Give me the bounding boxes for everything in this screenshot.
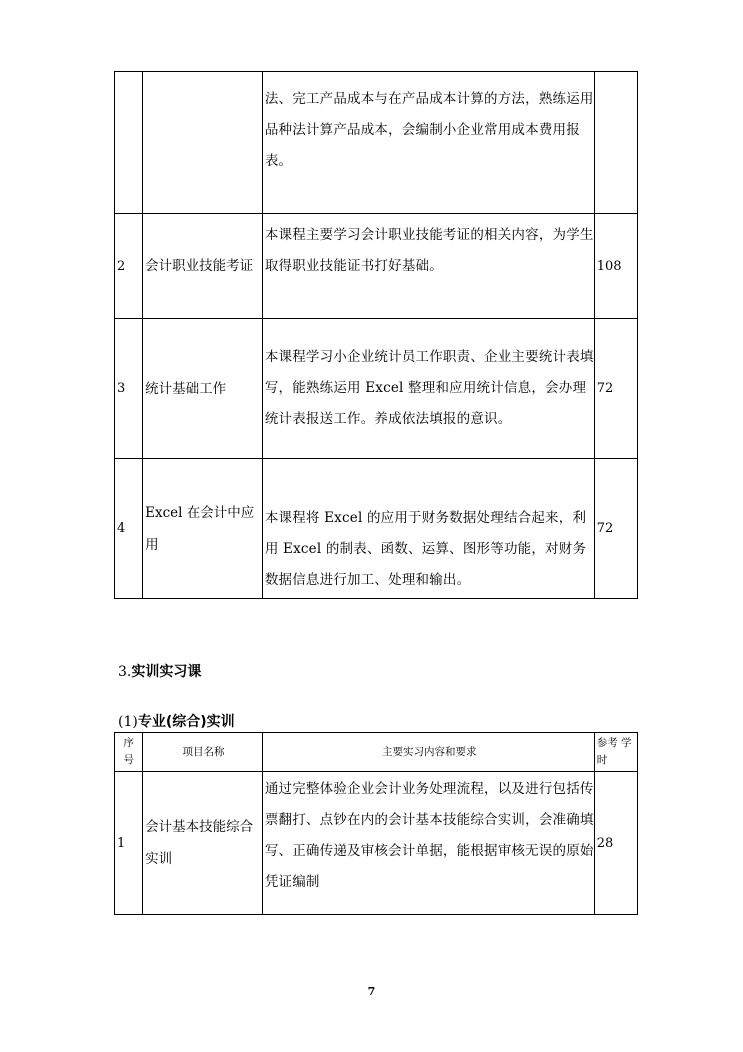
course-name [143, 72, 263, 214]
course-content: 本课程学习小企业统计员工作职责、企业主要统计表填写，能熟练运用 Excel 整理和应用统计信息，会办理统计表报送工作。养成依法填报的意识。 [262, 319, 594, 459]
subsection-number: (1) [118, 714, 138, 730]
project-hours: 28 [594, 772, 637, 915]
section-title: 实训实习课 [131, 664, 202, 680]
row-number: 3 [115, 319, 143, 459]
table-row [115, 214, 638, 319]
header-name: 项目名称 [143, 733, 263, 772]
course-content: 本课程主要学习会计职业技能考证的相关内容，为学生取得职业技能证书打好基础。 [262, 214, 594, 319]
project-name: 会计基本技能综合实训 [143, 772, 263, 915]
header-no: 序号 [115, 733, 143, 772]
course-hours: 108 [594, 214, 637, 319]
section-heading [118, 661, 201, 681]
training-table [114, 732, 638, 915]
section-number: 3. [118, 664, 132, 680]
table-row [115, 459, 638, 599]
course-content: 本课程将 Excel 的应用于财务数据处理结合起来，利用 Excel 的制表、函数、运算、图形等功能，对财务数据信息进行加工、处理和输出。 [262, 459, 594, 599]
project-content: 通过完整体验企业会计业务处理流程，以及进行包括传票翻打、点钞在内的会计基本技能综合实训，会准确填写、正确传递及审核会计单据，能根据审核无误的原始凭证编制 [262, 772, 594, 915]
subsection-heading [118, 711, 235, 731]
course-name: 统计基础工作 [143, 319, 263, 459]
row-number [115, 72, 143, 214]
table-row [115, 319, 638, 459]
row-number: 1 [115, 772, 143, 915]
course-content: 法、完工产品成本与在产品成本计算的方法，熟练运用品种法计算产品成本，会编制小企业常用成本费用报表。 [262, 72, 594, 214]
row-number: 2 [115, 214, 143, 319]
course-hours [594, 72, 637, 214]
course-table [114, 71, 638, 599]
course-name: 会计职业技能考证 [143, 214, 263, 319]
table-header-row [115, 733, 638, 772]
course-name: Excel 在会计中应用 [143, 459, 263, 599]
table-row [115, 772, 638, 915]
header-hours: 参考 学时 [594, 733, 637, 772]
course-hours: 72 [594, 459, 637, 599]
course-hours: 72 [594, 319, 637, 459]
table-row [115, 72, 638, 214]
page-number: 7 [367, 985, 376, 998]
header-content: 主要实习内容和要求 [262, 733, 594, 772]
subsection-title: 专业(综合)实训 [137, 714, 235, 730]
row-number: 4 [115, 459, 143, 599]
